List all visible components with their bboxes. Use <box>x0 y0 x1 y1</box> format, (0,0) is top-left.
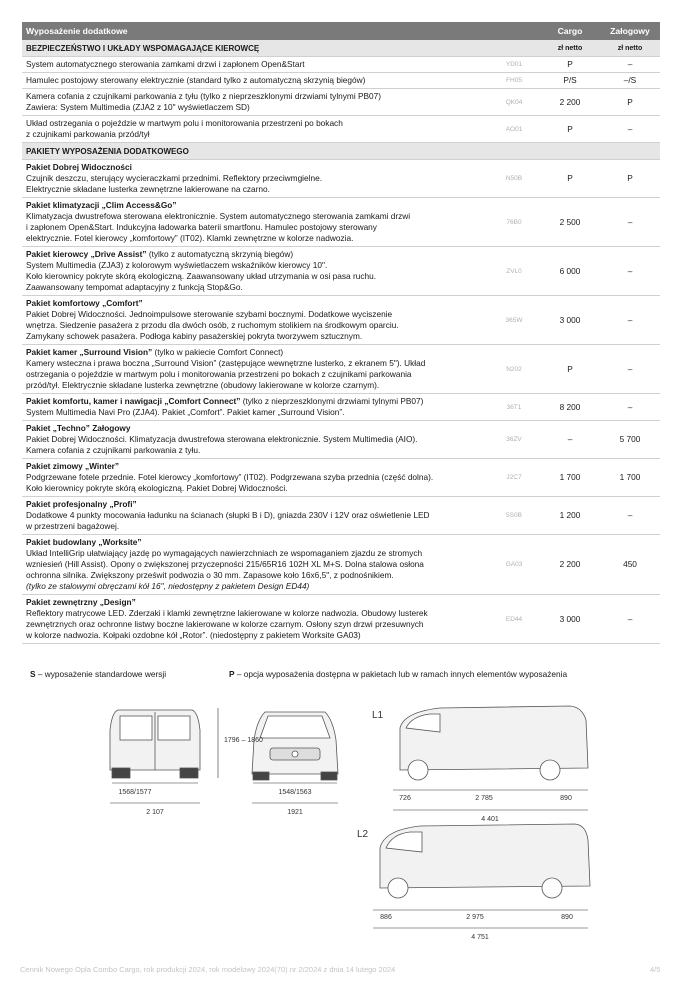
description-line: Pakiet Dobrej Widoczności. Jednoimpulsowe sterowanie szybami bocznymi. Dodatkowe wyciszenie <box>26 309 393 319</box>
package-name: Pakiet Dobrej Widoczności <box>26 162 132 172</box>
price-zalogowy: – <box>600 394 660 421</box>
description-line: Koło kierownicy pokryte skórą ekologiczną. Pakiet Dobrej Widoczności. <box>26 483 288 493</box>
price-cargo: P <box>540 57 600 73</box>
rear-view-van <box>110 710 200 778</box>
side-view-l2-van <box>380 824 590 898</box>
dim-front-track: 1548/1563 <box>278 789 312 796</box>
dim-l1-front: 726 <box>399 795 411 802</box>
side-view-l1-van <box>400 706 588 780</box>
package-name: Pakiet klimatyzacji „Clim Access&Go” <box>26 200 177 210</box>
row-description <box>22 296 488 345</box>
package-name: Pakiet kamer „Surround Vision” <box>26 347 153 357</box>
price-cargo: 1 200 <box>540 497 600 535</box>
section-title: PAKIETY WYPOSAŻENIA DODATKOWEGO <box>22 143 488 160</box>
description-line: w przestrzeni bagażowej. <box>26 521 120 531</box>
section-spacer <box>488 40 540 57</box>
table-row <box>22 160 660 198</box>
description-line: Elektrycznie składane lusterka zewnętrzne lakierowane na czarno. <box>26 184 270 194</box>
option-code: 365W <box>488 296 540 345</box>
row-description <box>22 73 488 89</box>
header-equipment: Wyposażenie dodatkowe <box>22 22 488 40</box>
price-zalogowy: 5 700 <box>600 421 660 459</box>
option-code: N202 <box>488 345 540 394</box>
row-description <box>22 247 488 296</box>
price-cargo: 2 500 <box>540 198 600 247</box>
legend-s: S – wyposażenie standardowe wersji <box>30 669 167 679</box>
option-code: N50B <box>488 160 540 198</box>
footer-text: Cennik Nowego Opla Combo Cargo, rok produkcji 2024, rok modelowy 2024(70) nr 2/2024 z dnia 14 lutego 2024 <box>20 965 396 974</box>
table-row <box>22 296 660 345</box>
option-code: ED44 <box>488 595 540 644</box>
description-line: Pakiet Dobrej Widoczności. Klimatyzacja dwustrefowa sterowana elektronicznie. System Multimedia (AIO). <box>26 434 418 444</box>
price-cargo: – <box>540 421 600 459</box>
description-line: System Multimedia Navi Pro (ZJA4). Pakiet „Comfort”. Pakiet kamer „Surround Vision”. <box>26 407 345 417</box>
equipment-table <box>22 22 660 644</box>
row-description <box>22 198 488 247</box>
table-row <box>22 247 660 296</box>
vehicle-dimensions-diagram <box>0 690 700 948</box>
package-name: Pakiet komfortu, kamer i nawigacji „Comfort Connect” <box>26 396 241 406</box>
price-cargo: 3 000 <box>540 296 600 345</box>
description-line: Czujnik deszczu, sterujący wycieraczkami przednimi. Reflektory przeciwmgielne. <box>26 173 323 183</box>
dim-l2-length: 4 751 <box>471 934 489 941</box>
label-l2: L2 <box>357 829 369 840</box>
price-zalogowy: P <box>600 160 660 198</box>
price-zalogowy: –/S <box>600 73 660 89</box>
section-header <box>22 143 660 160</box>
package-name: Pakiet zimowy „Winter” <box>26 461 120 471</box>
price-zalogowy: – <box>600 247 660 296</box>
price-cargo: P <box>540 116 600 143</box>
dim-l1-length: 4 401 <box>481 816 499 823</box>
dim-rear-width: 2 107 <box>146 809 164 816</box>
package-name: Pakiet kierowcy „Drive Assist” <box>26 249 147 259</box>
package-name: Pakiet komfortowy „Comfort” <box>26 298 143 308</box>
package-name-suffix: (tylko w pakiecie Comfort Connect) <box>152 347 284 357</box>
table-row <box>22 345 660 394</box>
price-zalogowy: 1 700 <box>600 459 660 497</box>
option-code: ZVL0 <box>488 247 540 296</box>
description-line: Klimatyzacja dwustrefowa sterowana elektronicznie. System automatycznego sterowania zamkami drzwi <box>26 211 411 221</box>
price-cargo: P <box>540 160 600 198</box>
table-header <box>22 22 660 40</box>
dim-front-width: 1921 <box>287 809 303 816</box>
table-row <box>22 198 660 247</box>
description-line: Hamulec postojowy sterowany elektrycznie (standard tylko z automatyczną skrzynią biegów) <box>26 75 366 85</box>
row-description <box>22 160 488 198</box>
row-description <box>22 535 488 595</box>
description-line: ochronna silnika. Zwiększony prześwit podwozia o 30 mm. Zapasowe koło 16x6,5", z podnośnikiem. <box>26 570 394 580</box>
section-header <box>22 40 660 57</box>
label-l1: L1 <box>372 710 384 721</box>
price-zalogowy: 450 <box>600 535 660 595</box>
package-name-suffix: (tylko z nieprzeszklonymi drzwiami tylnymi PB07) <box>240 396 424 406</box>
description-line: Kamera cofania z czujnikami parkowania z tyłu. <box>26 445 201 455</box>
description-line: Układ IntelliGrip ułatwiający jazdę po wymagających nawierzchniach ze wspomaganiem zjazdu ze stromych <box>26 548 423 558</box>
dim-l1-wheelbase: 2 785 <box>475 795 493 802</box>
description-line: Kamera cofania z czujnikami parkowania z tyłu (tylko z nieprzeszklonymi drzwiami tylnymi PB07) <box>26 91 382 101</box>
description-line: Koło kierownicy pokryte skórą ekologiczną. Zaawansowany układ utrzymania w osi pasa ruchu. <box>26 271 377 281</box>
row-description <box>22 394 488 421</box>
price-zalogowy: – <box>600 198 660 247</box>
section-title: BEZPIECZEŃSTWO I UKŁADY WSPOMAGAJĄCE KIEROWCĘ <box>22 40 488 57</box>
unit-zalogowy: zł netto <box>600 40 660 57</box>
row-description <box>22 459 488 497</box>
row-description <box>22 345 488 394</box>
table-row <box>22 394 660 421</box>
option-code: J2C7 <box>488 459 540 497</box>
package-name-suffix: (tylko z automatyczną skrzynią biegów) <box>146 249 294 259</box>
option-code: FH05 <box>488 73 540 89</box>
dim-rear-track: 1568/1577 <box>118 789 152 796</box>
description-line: elektrycznie. Fotel kierowcy „komfortowy” (IT02). Klamki zewnętrzne w kolorze nadwozia. <box>26 233 354 243</box>
price-cargo: 1 700 <box>540 459 600 497</box>
page-number: 4/5 <box>650 965 661 974</box>
price-cargo: P <box>540 345 600 394</box>
row-description <box>22 116 488 143</box>
row-description <box>22 89 488 116</box>
description-line: i zapłonem Open&Start. Indukcyjna ładowarka baterii smartfonu. Hamulec postojowy sterowany <box>26 222 377 232</box>
table-row <box>22 595 660 644</box>
row-description <box>22 421 488 459</box>
price-zalogowy: – <box>600 116 660 143</box>
legend-p: P – opcja wyposażenia dostępna w pakietach lub w ramach innych elementów wyposażenia <box>229 669 568 679</box>
price-cargo: 2 200 <box>540 89 600 116</box>
package-name: Pakiet budowlany „Worksite” <box>26 537 142 547</box>
unit-cargo: zł netto <box>540 40 600 57</box>
option-code: 76B0 <box>488 198 540 247</box>
option-code: GA03 <box>488 535 540 595</box>
price-cargo: 8 200 <box>540 394 600 421</box>
header-zalogowy: Załogowy <box>600 22 660 40</box>
description-line: Zamykany schowek pasażera. Podłoga kabiny pasażerskiej pokryta tworzywem sztucznym. <box>26 331 363 341</box>
dim-l2-wheelbase: 2 975 <box>466 914 484 921</box>
description-line: System automatycznego sterowania zamkami drzwi i zapłonem Open&Start <box>26 59 305 69</box>
description-line: przód/tył. Elektrycznie składane lusterka zewnętrzne (obudowy lakierowane w kolorze czarnym). <box>26 380 380 390</box>
description-line: Kamery wsteczna i prawa boczna „Surround Vision” (zastępujące wewnętrzne lusterko, z ekranem 5"). Układ <box>26 358 426 368</box>
table-row <box>22 116 660 143</box>
package-note: (tylko ze stalowymi obręczami kół 16", niedostępny z pakietem Design ED44) <box>26 581 310 591</box>
option-code: 36T1 <box>488 394 540 421</box>
row-description <box>22 595 488 644</box>
description-line: wzniesień (Hill Assist). Opony o zwiększonej przyczepności 215/65R16 102H XL M+S. Dolna stalowa osłona <box>26 559 424 569</box>
option-code: 5S0B <box>488 497 540 535</box>
table-row <box>22 421 660 459</box>
package-name: Pakiet zewnętrzny „Design” <box>26 597 136 607</box>
description-line: Układ ostrzegania o pojeździe w martwym polu i monitorowania przestrzeni po bokach <box>26 118 343 128</box>
description-line: Podgrzewane fotele przednie. Fotel kierowcy „komfortowy” (IT02). Podgrzewana szyba przednia (część dolna). <box>26 472 434 482</box>
unit-cargo <box>540 143 600 160</box>
description-line: Reflektory matrycowe LED. Zderzaki i klamki zewnętrzne lakierowane w kolorze nadwozia. Obudowy lusterek <box>26 608 428 618</box>
dim-l2-front: 886 <box>380 914 392 921</box>
row-description <box>22 57 488 73</box>
price-zalogowy: P <box>600 89 660 116</box>
price-cargo: 2 200 <box>540 535 600 595</box>
description-line: wnętrza. Siedzenie pasażera z przodu dla dwóch osób, z ruchomym stolikiem na środkowym oparciu. <box>26 320 399 330</box>
price-zalogowy: – <box>600 345 660 394</box>
option-code: AO01 <box>488 116 540 143</box>
option-code: 36ZV <box>488 421 540 459</box>
table-row <box>22 57 660 73</box>
row-description <box>22 497 488 535</box>
unit-zalogowy <box>600 143 660 160</box>
table-row <box>22 73 660 89</box>
description-line: zewnętrznych oraz ochronne listwy boczne lakierowane w kolorze czarnym. Osłony szyn drzwi przesuwnych <box>26 619 424 629</box>
description-line: Zaawansowany tempomat adaptacyjny z funkcją Stop&Go. <box>26 282 243 292</box>
price-zalogowy: – <box>600 296 660 345</box>
price-zalogowy: – <box>600 497 660 535</box>
price-cargo: 3 000 <box>540 595 600 644</box>
description-line: Zawiera: System Multimedia (ZJA2 z 10" wyświetlaczem SD) <box>26 102 250 112</box>
package-name: Pakiet „Techno” Załogowy <box>26 423 131 433</box>
option-code: YD01 <box>488 57 540 73</box>
section-spacer <box>488 143 540 160</box>
description-line: w kolorze nadwozia. Kołpaki ozdobne kół „Rotor”. (niedostępny z pakietem Worksite GA03) <box>26 630 361 640</box>
table-row <box>22 535 660 595</box>
price-cargo: P/S <box>540 73 600 89</box>
dim-l2-rear: 890 <box>561 914 573 921</box>
price-cargo: 6 000 <box>540 247 600 296</box>
table-row <box>22 497 660 535</box>
description-line: ostrzegania o pojeździe w martwym polu i monitorowania przestrzeni po bokach z czujnikami parkowania <box>26 369 412 379</box>
description-line: Dodatkowe 4 punkty mocowania ładunku na ścianach (słupki B i D), gniazda 230V i 12V oraz oświetlenie LED <box>26 510 430 520</box>
header-cargo: Cargo <box>540 22 600 40</box>
description-line: z czujnikami parkowania przód/tył <box>26 129 150 139</box>
price-zalogowy: – <box>600 57 660 73</box>
dim-l1-rear: 890 <box>560 795 572 802</box>
dim-height: 1796 – 1860 <box>224 737 263 744</box>
table-row <box>22 459 660 497</box>
front-view-van <box>252 712 338 780</box>
table-row <box>22 89 660 116</box>
package-name: Pakiet profesjonalny „Profi” <box>26 499 137 509</box>
price-zalogowy: – <box>600 595 660 644</box>
option-code: QK04 <box>488 89 540 116</box>
description-line: System Multimedia (ZJA3) z kolorowym wyświetlaczem wskaźników kierowcy 10". <box>26 260 328 270</box>
